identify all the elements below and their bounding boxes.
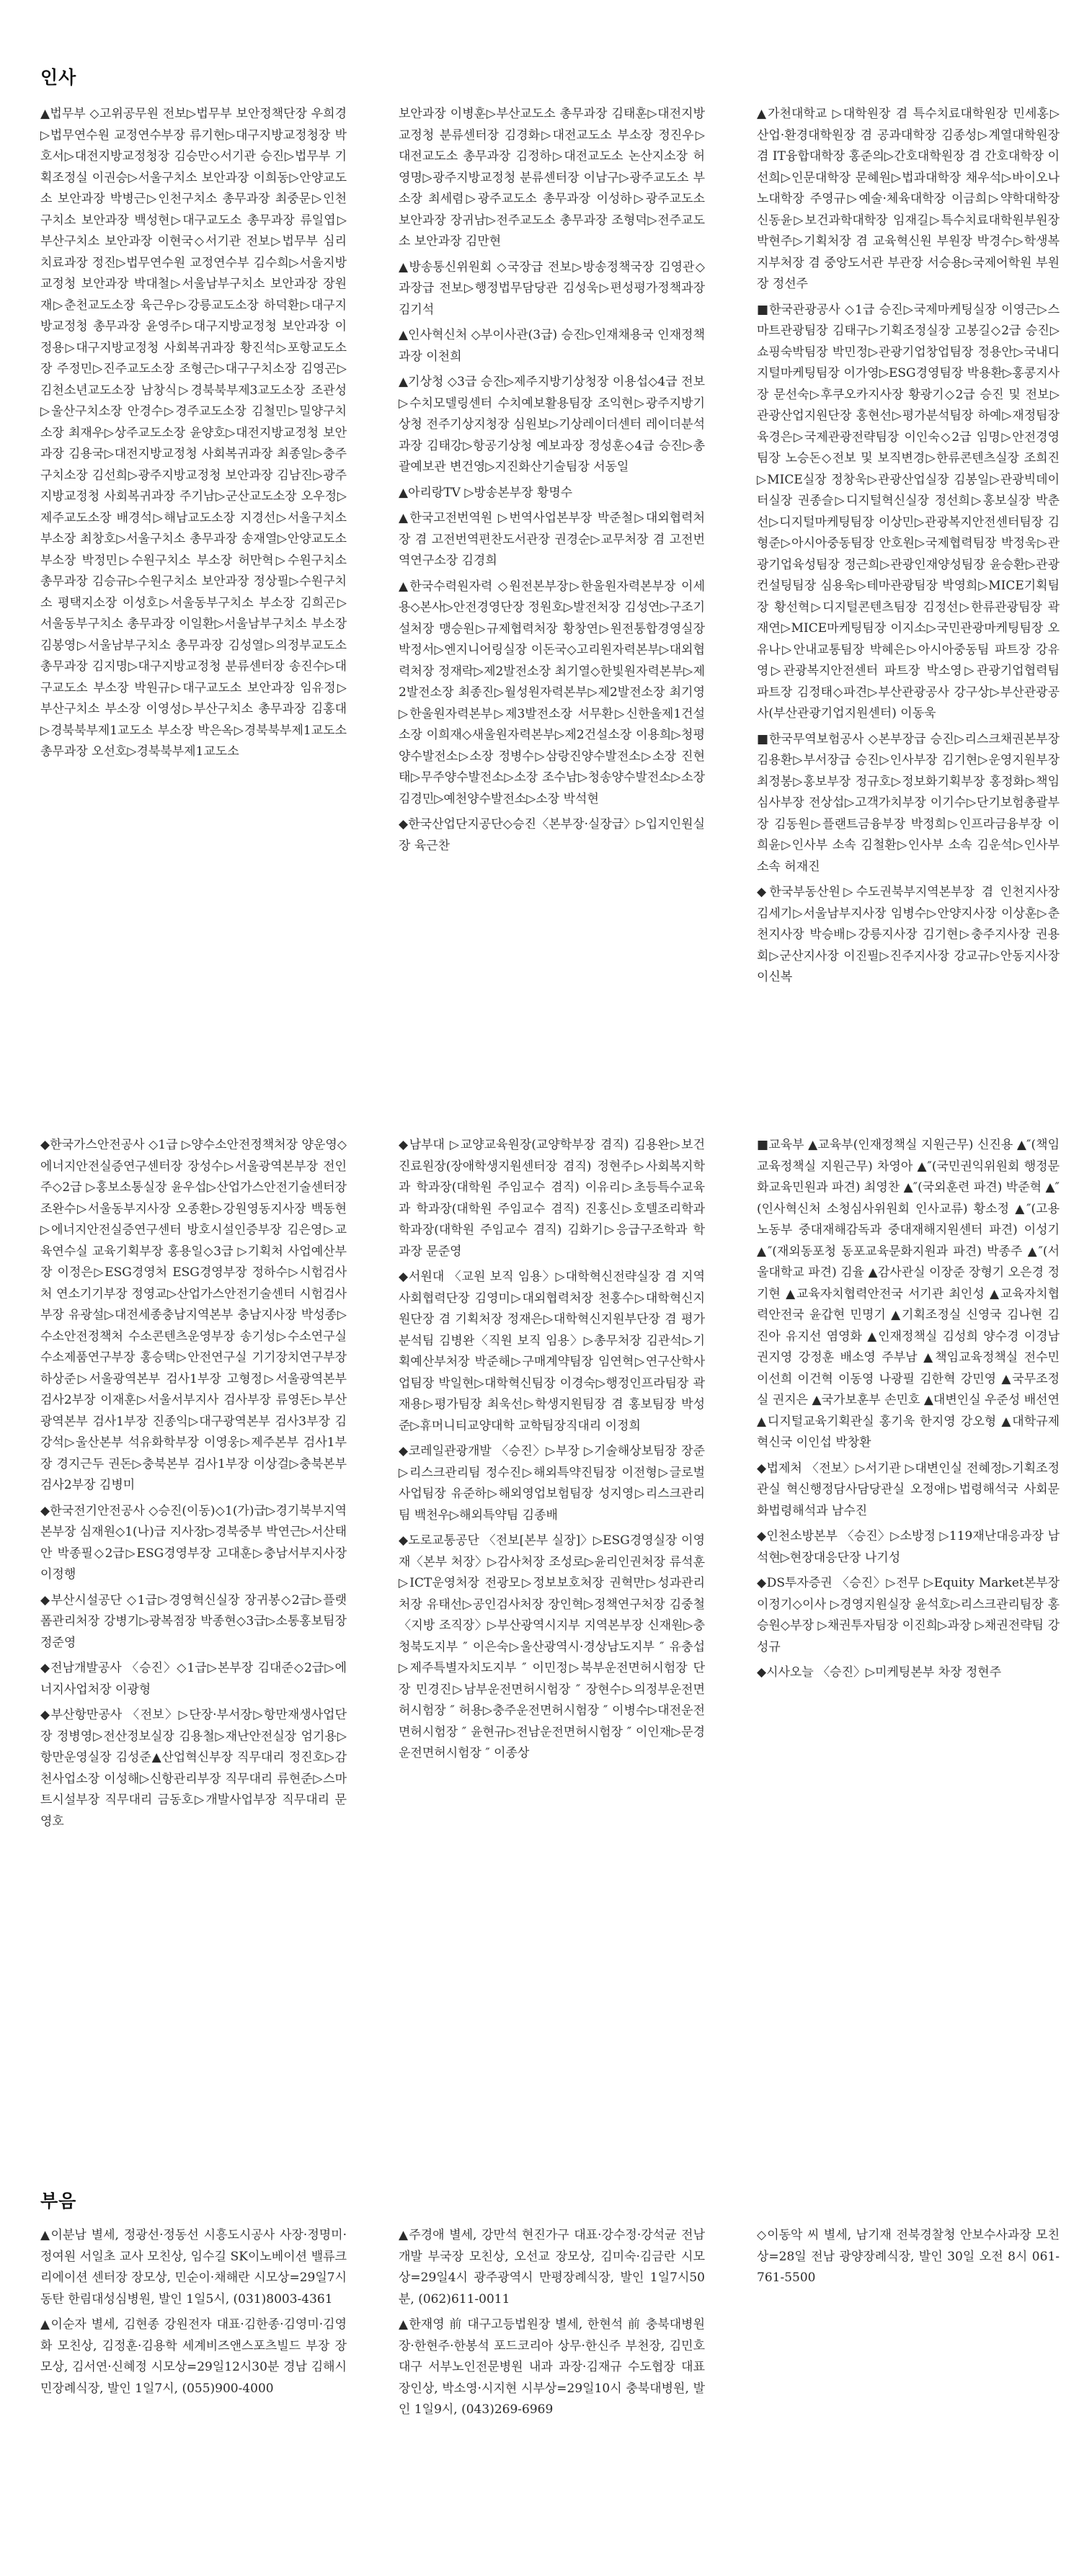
personnel-entry: ▲법무부 ◇고위공무원 전보▷법무부 보안정책단장 우희경▷법무연수원 교정연수부장 류기현▷대구지방교정청장 박호서▷대전지방교정청장 김승만◇서기관 승진▷법무부 기획조정실 이권승▷서울구치소 보안과장 이희동▷안양교도소 보안과장 박병근▷인천구치소 총무과장 최중문▷인천구치소 보안과장 백성현▷대구교도소 총무과장 류일엽▷부산구치소 보안과장 이현국◇서기관 전보▷법무부 심리치료과장 정진▷법무연수원 교정연수부 김수희▷서울지방교정청 보안과장 박대철▷서울남부구치소 보안과장 장원재▷춘천교도소장 육근우▷강릉교도소장 하덕환▷대구지방교정청 총무과장 윤영주▷대구지방교정청 보안과장 이정용▷대구지방교정청 사회복귀과장 황진석▷포항교도소장 주정민▷진주교도소장 조형근▷대구구치소장 김영곤▷김천소년교도소장 남창식▷경북북부제3교도소장 조관성▷울산구치소장 안경수▷경주교도소장 김철민▷밀양구치소장 최재우▷상주교도소장 윤양호▷대전지방교정청 보안과장 김용국▷대전지방교정청 사회복귀과장 최종일▷충주구치소장 김선희▷광주지방교정청 보안과장 김남진▷광주지방교정청 사회복귀과장 주기남▷군산교도소장 오우정▷제주교도소장 배경석▷해남교도소장 지경선▷서울구치소 부소장 최창호▷서울구치소 총무과장 송재열▷안양교도소 부소장 박정민▷수원구치소 부소장 허만혁▷수원구치소 총무과장 김승규▷수원구치소 보안과장 정상필▷수원구치소 평택지소장 이성호▷서울동부구치소 부소장 김희곤▷서울동부구치소 총무과장 이일환▷서울남부구치소 부소장 김봉영▷서울남부구치소 총무과장 김성열▷의정부교도소 총무과장 김지명▷대구지방교정청 분류센터장 송진수▷대구교도소 부소장 박원규▷대구교도소 보안과장 임유정▷부산구치소 부소장 이영성▷부산구치소 총무과장 김홍대▷경북북부제1교도소 부소장 박은옥▷경북북부제1교도소 총무과장 오선호▷경북북부제1교도소 xyxy=(40,107,347,759)
personnel-entry: ◆시사오늘 〈승진〉▷미케팅본부 차장 정현주 xyxy=(757,1665,1002,1680)
personnel-entry: 보안과장 이병훈▷부산교도소 총무과장 김태훈▷대전지방교정청 분류센터장 김경화▷대전교도소 부소장 정진우▷대전교도소 총무과장 김정하▷대전교도소 논산지소장 허영명▷광주지방교정청 분류센터장 이남구▷광주교도소 부소장 최세렴▷광주교도소 총무과장 이성하▷광주교도소 보안과장 장귀남▷전주교도소 총무과장 조형덕▷전주교도소 보안과장 김만현 xyxy=(399,107,705,249)
personnel-entry: ▲인사혁신처 ◇부이사관(3급) 승진▷인재채용국 인재정책과장 이천희 xyxy=(399,328,705,364)
personnel-entry: ◆인천소방본부 〈승진〉▷소방정 ▷119재난대응과장 남석현▷현장대응단장 나기성 xyxy=(757,1529,1060,1565)
personnel-column-3 xyxy=(757,104,1060,993)
personnel-column-1 xyxy=(40,104,347,767)
personnel-entry: ◆한국가스안전공사 ◇1급 ▷양수소안전정책처장 양운영◇에너지안전실증연구센터장 장성수▷서울광역본부장 전인주◇2급 ▷홍보소통실장 윤우섭▷산업가스안전기술센터장 조완수▷서울동부지사장 오종환▷강원영동지사장 백동현▷에너지안전실증연구센터 방호시설인증부장 김은영▷교육연수실 교육기획부장 홍용일◇3급 ▷기획처 사업예산부장 이정은▷ESG경영처 ESG경영부장 정하수▷시험검사처 연소기기부장 정영교▷산업가스안전기술센터 시험검사부장 유광설▷대전세종충남지역본부 충남지사장 박성종▷수소안전정책처 수소콘텐츠운영부장 송기성▷수소연구실 수소제품연구부장 홍승택▷안전연구실 기기장치연구부장 하상준▷서울광역본부 검사1부장 고형정▷서울광역본부 검사2부장 이재훈▷서울서부지사 검사부장 류영돈▷부산광역본부 검사1부장 진종익▷대구광역본부 검사3부장 김강석▷울산본부 석유화학부장 이영웅▷제주본부 검사1부장 경지근두 권돈▷충북본부 검사1부장 이상걸▷충북본부 검사2부장 김병미 xyxy=(40,1138,347,1492)
personnel-entry: ▲방송통신위원회 ◇국장급 전보▷방송정책국장 김영관◇과장급 전보▷행정법무담당관 김성욱▷편성평가정책과장 김기석 xyxy=(399,259,705,317)
personnel-entry: ◆서원대 〈교원 보직 임용〉▷대학혁신전략실장 겸 지역사회협력단장 김영미▷대외협력처장 천홍수▷대학혁신지원단장 겸 기획처장 정재은▷대학혁신지원부단장 겸 평가분석팀 김병완〈직원 보직 임용〉▷총무처장 김관석▷기획예산부처장 박준해▷구매계약팀장 임연혁▷연구산학사업팀장 박일현▷대학혁신팀장 이경숙▷행정인프라팀장 곽재용▷평가팀장 최욱선▷학생지원팀장 겸 홍보팀장 박성준▷휴머니티교양대학 교학팀장직대리 이정희 xyxy=(399,1270,705,1433)
personnel-column-5 xyxy=(399,1135,705,1769)
obituary-column-1 xyxy=(40,2225,347,2404)
personnel-entry: ■한국무역보험공사 ◇본부장급 승진▷리스크채권본부장 김용환▷부서장급 승진▷인사부장 김기현▷운영지원부장 최정봉▷홍보부장 정규호▷정보화기획부장 홍정화▷책임심사부장 전상섭▷고객가치부장 이기수▷단기보험총괄부장 김동원▷플랜트금융부장 박정희▷인프라금융부장 이희윤▷인사부 소속 김철환▷인사부 소속 김운석▷인사부 소속 허재진 xyxy=(757,731,1060,874)
personnel-entry: ◆도로교통공단 〈전보[본부 실장]〉▷ESG경영실장 이영재〈본부 처장〉▷감사처장 조성로▷윤리인권처장 류석훈▷ICT운영처장 전광모▷정보보호처장 권혁만▷성과관리처장 유태선▷공인검사처장 장인혁▷정책연구처장 김중철〈지방 조직장〉▷부산광역시지부 지역본부장 신재원▷충청북도지부 ″ 이은숙▷울산광역시·경상남도지부 ″ 유충섭▷제주특별자치도지부 ″ 이민정▷북부운전면허시험장 단장 민경진▷남부운전면허시험장 ″ 장현수▷의정부운전면허시험장 ″ 허용▷충주운전면허시험장 ″ 이병수▷대전운전면허시험장 ″ 윤현규▷전남운전면허시험장 ″ 이인재▷문경운전면허시험장 ″ 이종상 xyxy=(399,1533,705,1760)
personnel-entry: ◆전남개발공사 〈승진〉◇1급▷본부장 김대준◇2급▷에너지사업처장 이광형 xyxy=(40,1661,347,1697)
personnel-entry: ▲한국고전번역원 ▷번역사업본부장 박준철▷대외협력처장 겸 고전번역편찬도서관장 권경순▷교무처장 겸 고전번역연구소장 김경희 xyxy=(399,511,705,568)
personnel-entry: ▲아리랑TV ▷방송본부장 황명수 xyxy=(399,485,573,500)
personnel-entry: ◆법제처 〈전보〉▷서기관 ▷대변인실 전혜정▷기획조정관실 혁신행정담사담당관실 오정애▷법령해석국 사회문화법령해석과 남수진 xyxy=(757,1461,1060,1518)
obituary-column-2 xyxy=(399,2225,705,2425)
personnel-entry: ◆부산항만공사 〈전보〉▷단장·부서장▷항만재생사업단장 정병영▷전산정보실장 김용철▷재난안전실장 엄기용▷항만운영실장 김성준▲산업혁신부장 직무대리 정진호▷감천사업소장 이성해▷신항관리부장 직무대리 류현준▷스마트시설부장 직무대리 금동호▷개발사업부장 직무대리 문영호 xyxy=(40,1708,347,1829)
personnel-entry: ◆남부대 ▷교양교육원장(교양학부장 겸직) 김용완▷보건진료원장(장애학생지원센터장 겸직) 정현주▷사회복지학과 학과장(대학원 주임교수 겸직) 이유리▷초등특수교육과 학과장(대학원 주임교수 겸직) 진홍신▷호텔조리학과 학과장(대학원 주임교수 겸직) 김화기▷응급구조학과 학과장 문준영 xyxy=(399,1138,705,1259)
personnel-column-6 xyxy=(757,1135,1060,1688)
personnel-entry: ◆코레일관광개발 〈승진〉▷부장 ▷기술해상보팀장 장준▷리스크관리팀 정수진▷해외특약진팀장 이전형▷글로벌사업팀장 유준하▷해외영업보험팀장 성지영▷리스크관리팀 백천우▷해외특약팀 김종배 xyxy=(399,1444,705,1523)
personnel-entry: ◆부산시설공단 ◇1급▷경영혁신실장 장귀봉◇2급▷플랫폼관리처장 강병기▷광복점장 박종현◇3급▷소통홍보팀장 정준영 xyxy=(40,1592,347,1650)
personnel-entry: ◆DS투자증권 〈승진〉▷전무 ▷Equity Market본부장 이정기◇이사 ▷경영지원실장 윤석호▷리스크관리팀장 홍승원◇부장 ▷채권투자팀장 이진희▷과장 ▷채권전략팀 강성규 xyxy=(757,1576,1060,1654)
obituary-entry: ▲이분남 별세, 정광선·정동선 시흥도시공사 사장·정명미·정여원 서일초 교사 모친상, 임수길 SK이노베이션 밸류크리에이션 센터장 장모상, 민순이·채해란 시모상=29일7시 동탄 한림대성심병원, 발인 1일5시, (031)8003-4361 xyxy=(40,2228,347,2307)
personnel-entry: ◆한국전기안전공사 ◇승진(이동)◇1(가)급▷경기북부지역본부장 심재원◇1(나)급 지사장▷경북중부 박연근▷서산태안 박종필◇2급▷ESG경영부장 고대훈▷충남서부지사장 이정행 xyxy=(40,1503,347,1582)
personnel-entry: ◆한국산업단지공단◇승진〈본부장·실장급〉▷입지인원실장 육근찬 xyxy=(399,817,705,853)
personnel-entry: ◆한국부동산원▷수도권북부지역본부장 겸 인천지사장 김세기▷서울남부지사장 임병수▷안양지사장 이상훈▷춘천지사장 박승배▷강릉지사장 김기현▷충주지사장 권용회▷군산지사장 이진필▷진주지사장 강교규▷안동지사장 이신복 xyxy=(757,885,1060,984)
personnel-entry: ▲기상청 ◇3급 승진▷제주지방기상청장 이용섭◇4급 전보▷수치모델링센터 수치예보활용팀장 조익현▷광주지방기상청 전주기상지청장 심원보▷기상레이더센터 레이더분석과장 김태강▷항공기상청 예보과장 정성훈◇4급 승진▷총괄예보관 변건영▷지진화산기술팀장 서동일 xyxy=(399,375,705,474)
obituary-entry: ▲주경애 별세, 강만석 현진가구 대표·강수정·강석균 전남개발 부국장 모친상, 오선교 장모상, 김미숙·김금란 시모상=29일4시 광주광역시 만평장례식장, 발인 1일7시50분, (062)611-0011 xyxy=(399,2228,705,2307)
personnel-entry: ■교육부 ▲교육부(인재정책실 지원근무) 신진용 ▲″(책임교육정책실 지원근무) 차영아 ▲″(국민권익위원회 행정문화교육민원과 파견) 최영찬 ▲″(국외훈련 파견) 박준혁 ▲″(인사혁신처 소청심사위원회 인사교류) 황소정 ▲″(고용노동부 중대재해감독과 중대재해지원센터 파견) 이성기 ▲″(재외동포청 동포교육문화지원과 파견) 박종주 ▲″(서울대학교 파견) 김율 ▲감사관실 이장준 장형기 오은경 정기현 ▲교육자치협력안전국 서기관 최인성 ▲교육자치협력안전국 윤갑현 민명기 ▲기획조정실 신영국 김나현 김진아 유지선 염영화 ▲인재정책실 김성희 양수경 이경남 권지영 강정훈 배소영 주부남 ▲책임교육정책실 전수민 이선희 이건혁 이동영 나광필 김한혁 강민영 ▲국무조정실 권지은 ▲국가보훈부 손민호 ▲대변인실 우준성 배선연 ▲디지털교육기획관실 홍기욱 한지영 강오형 ▲대학규제혁신국 이인섭 박창환 xyxy=(757,1138,1060,1450)
personnel-entry: ▲한국수력원자력 ◇원전본부장▷한울원자력본부장 이세용◇본사▷안전경영단장 정원호▷발전처장 김성연▷구조기설처장 맹승원▷규제협력처장 황창연▷원전통합경영실장 박정서▷엔지니어링실장 이돈국◇고리원자력본부▷대외협력처장 정재락▷제2발전소장 최기열◇한빛원자력본부▷제2발전소장 최종진▷월성원자력본부▷제2발전소장 최기영▷한울원자력본부▷제3발전소장 서무환▷신한울제1건설소장 이희재◇새울원자력본부▷제2건설소장 이용희▷청평양수발전소▷소장 정병수▷삼랑진양수발전소▷소장 진현태▷무주양수발전소▷소장 조수남▷청송양수발전소▷소장 김경민▷예천양수발전소▷소장 박석현 xyxy=(399,579,705,806)
personnel-column-4 xyxy=(40,1135,347,1837)
personnel-entry: ▲가천대학교 ▷대학원장 겸 특수치료대학원장 민세홍▷산업·환경대학원장 겸 공과대학장 김종성▷계열대학원장 겸 IT융합대학장 홍준의▷간호대학원장 겸 간호대학장 이선희▷인문대학장 문혜원▷법과대학장 채우석▷바이오나노대학장 주영규▷예술·체육대학장 이금희▷약학대학장 신동윤▷보건과학대학장 임재길▷특수치료대학원부원장 박현주▷기획처장 겸 교육혁신원 부원장 박경수▷학생복지부처장 겸 중앙도서관 부관장 서승용▷국제어학원 부원장 정선주 xyxy=(757,107,1060,291)
obituary-entry: ▲이순자 별세, 김현종 강원전자 대표·김한종·김영미·김영화 모친상, 김정훈·김용학 세계비즈앤스포츠빌드 부장 장모상, 김서연·신혜정 시모상=29일12시30분 경남 김해시민장례식장, 발인 1일7시, (055)900-4000 xyxy=(40,2317,347,2396)
obituary-column-3 xyxy=(757,2225,1060,2294)
personnel-entry: ■한국관광공사 ◇1급 승진▷국제마케팅실장 이영근▷스마트관광팀장 김태구▷기획조정실장 고봉길◇2급 승진▷쇼핑숙박팀장 박민정▷관광기업창업팀장 정용안▷국내디지털마케팅팀장 이가영▷ESG경영팀장 박용환▷홍콩지사장 문선숙▷후쿠오카지사장 황광기◇2급 승진 및 전보▷관광산업지원단장 홍현선▷평가분석팀장 하예▷재정팀장 육경은▷국제관광전략팀장 이인숙◇2급 임명▷안전경영팀장 노승돈◇전보 및 보직변경▷한류콘텐츠실장 조희진▷MICE실장 정창욱▷관광산업실장 김봉일▷관광빅데이터실장 권종슬▷디지털혁신실장 정선희▷홍보실장 박춘선▷디지털마케팅팀장 이상민▷관광복지안전센터팀장 김형준▷아시아중동팀장 안호원▷국제협력팀장 박정욱▷관광기업육성팀장 정근희▷관광인재양성팀장 윤승환▷관광컨설팅팀장 심용욱▷테마관광팀장 박영희▷MICE기획팀장 황선혁▷디지털콘텐츠팀장 김정선▷한류관광팀장 곽재연▷MICE마케팅팀장 이지소▷국민관광마케팅팀장 오유나▷안내교통팀장 박혜은▷아시아중동팀 파트장 강유영▷관광복지안전센터 파트장 박소영▷관광기업협력팀 파트장 김정태◇파견▷부산관광공사 강구상▷부산관광공사(부산관광기업지원센터) 이동욱 xyxy=(757,302,1060,721)
section-title-obituary: 부음 xyxy=(40,2191,77,2211)
obituary-entry: ◇이동악 씨 별세, 남기재 전북경찰청 안보수사과장 모친상=28일 전남 광양장례식장, 발인 30일 오전 8시 061-761-5500 xyxy=(757,2228,1060,2285)
obituary-entry: ▲한재영 前 대구고등법원장 별세, 한현석 前 충북대병원장·한현주·한봉석 포드코리아 상무·한신주 부천장, 김민호 대구 서부노인전문병원 내과 과장·김재규 수도협장 대표 장인상, 박소영·시지현 시부상=29일10시 충북대병원, 발인 1일9시, (043)269-6969 xyxy=(399,2317,705,2417)
section-title-personnel: 인사 xyxy=(40,67,77,88)
personnel-column-2 xyxy=(399,104,705,861)
